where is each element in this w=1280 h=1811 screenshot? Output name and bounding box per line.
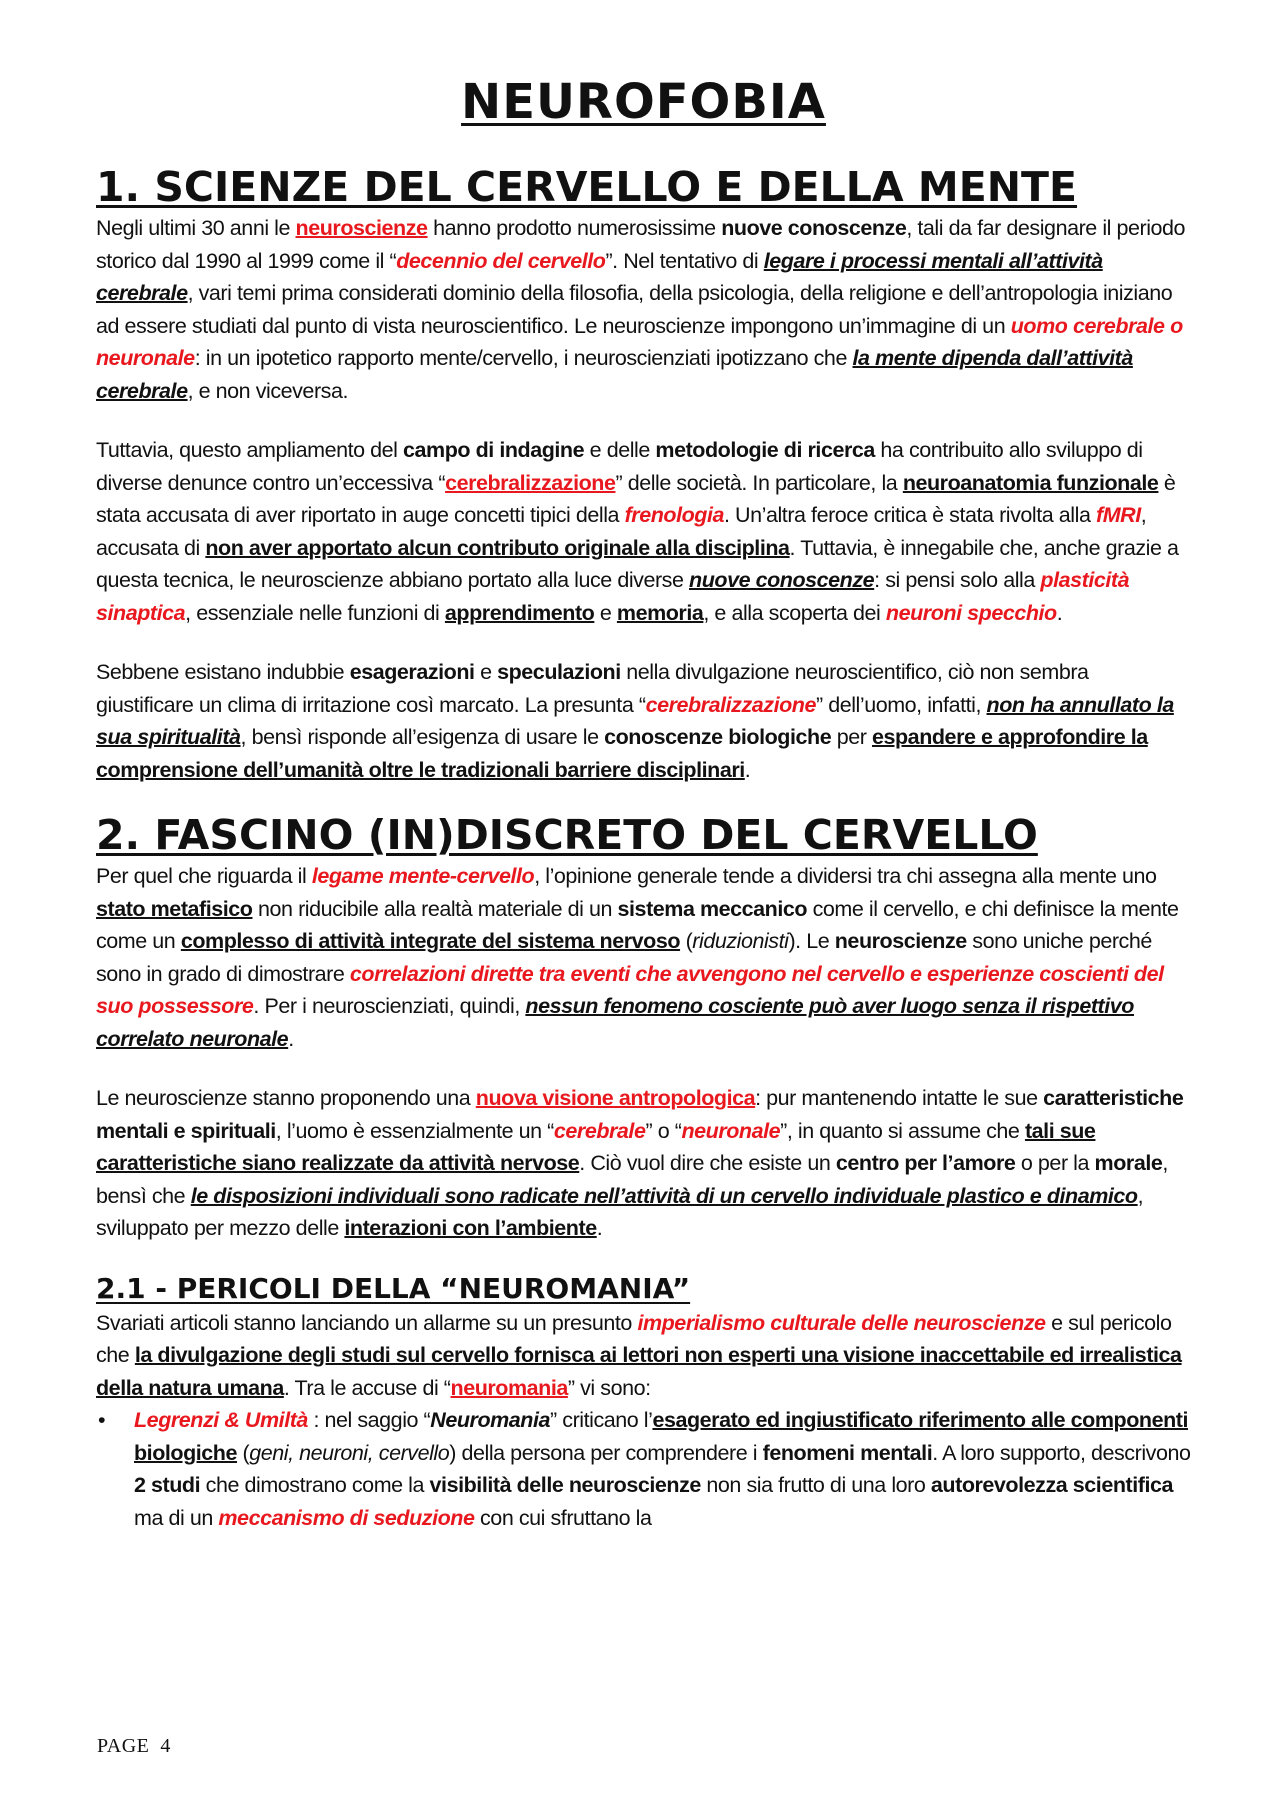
emphasis-text: neuromania (450, 1375, 568, 1400)
emphasis-text: 2 studi (134, 1473, 201, 1497)
body-text: Svariati articoli stanno lanciando un allarme su un presunto (96, 1310, 638, 1335)
body-text: con cui sfruttano la (474, 1505, 652, 1530)
body-text: . Un’altra feroce critica è stata rivolta alla (724, 503, 1096, 527)
body-text: Negli ultimi 30 anni le (96, 216, 296, 240)
body-text: , accusata di (96, 503, 1147, 560)
page-footer (97, 1735, 171, 1758)
section-1-paragraph-2 (96, 434, 1191, 629)
body-text: nella divulgazione neuroscientifico, ciò non sembra giustificare un clima di irritazione così marcato. La presunta “ (96, 660, 1089, 717)
body-text: : pur mantenendo intatte le sue (755, 1086, 1044, 1110)
body-text: Per quel che riguarda il (96, 864, 312, 888)
body-text: . Tuttavia, è innegabile che, anche grazie a questa tecnica, le neuroscienze abbiano portato alla luce diverse (96, 535, 1179, 592)
body-text: : nel saggio “ (307, 1408, 431, 1432)
body-text: non riducibile alla realtà materiale di un (252, 896, 618, 921)
body-text: . Ciò vuol dire che esiste un (579, 1151, 836, 1175)
emphasis-text: imperialismo culturale delle neuroscienze (637, 1310, 1046, 1335)
emphasis-text: nuove conoscenze (721, 216, 907, 240)
emphasis-text: neuronale (681, 1118, 781, 1143)
body-text: . Tra le accuse di “ (283, 1375, 451, 1400)
body-text: ” delle società. In particolare, la (615, 470, 903, 495)
emphasis-text: Neuromania (430, 1408, 551, 1432)
emphasis-text: nuova visione antropologica (475, 1086, 756, 1110)
body-text: hanno prodotto numerosissime (427, 216, 722, 240)
emphasis-text: speculazioni (497, 660, 621, 684)
body-text: o per la (1015, 1151, 1095, 1175)
page-label: PAGE (97, 1735, 150, 1757)
emphasis-text: centro per l’amore (835, 1151, 1016, 1175)
body-text: non sia frutto di una loro (700, 1473, 931, 1497)
emphasis-text: visibilità delle neuroscienze (429, 1473, 701, 1497)
emphasis-text: la divulgazione degli studi sul cervello fornisca ai lettori non esperti una visione inaccettabile ed irrealistica della natura umana (96, 1343, 1182, 1400)
emphasis-text: plasticità sinaptica (96, 568, 1130, 625)
body-text: è stata accusata di aver riportato in auge concetti tipici della (96, 470, 1176, 527)
emphasis-text: le disposizioni individuali sono radicate nell’attività di un cervello individuale plastico e dinamico (190, 1183, 1138, 1208)
body-text: e sul pericolo che (96, 1310, 1172, 1367)
emphasis-text: sistema meccanico (617, 896, 808, 921)
body-text: sono uniche perché sono in grado di dimostrare (96, 929, 1152, 986)
body-text: . (744, 757, 751, 782)
emphasis-text: legare i processi mentali all’attività cerebrale (96, 248, 1103, 305)
body-text: ( (680, 929, 693, 953)
emphasis-text: decennio del cervello (396, 248, 606, 273)
body-text: che dimostrano come la (200, 1473, 430, 1497)
list-item (96, 1404, 1191, 1534)
emphasis-text: cerebrale (553, 1118, 646, 1143)
emphasis-text: fenomeni mentali (762, 1440, 933, 1465)
emphasis-text: campo di indagine (403, 438, 585, 462)
body-text: Le neuroscienze stanno proponendo una (96, 1086, 476, 1110)
body-text: Sebbene esistano indubbie (96, 660, 350, 684)
emphasis-text: nessun fenomeno cosciente può aver luogo senza il rispettivo correlato neuronale (96, 994, 1134, 1051)
emphasis-text: interazioni con l’ambiente (344, 1216, 597, 1240)
body-text: ”, in quanto si assume che (780, 1118, 1025, 1143)
section-1-paragraph-3 (96, 656, 1191, 786)
emphasis-text: riduzionisti (692, 929, 789, 953)
body-text: ” criticano l’ (550, 1408, 653, 1432)
body-text: ( (237, 1440, 250, 1465)
body-text: . (1056, 600, 1063, 625)
body-text: , l’uomo è essenzialmente un “ (275, 1118, 554, 1143)
body-text: , tali da far designare il periodo storico dal 1990 al 1999 come il “ (96, 216, 1186, 273)
body-text: per (831, 725, 872, 749)
body-text: , bensì risponde all’esigenza di usare le (240, 725, 605, 749)
body-text: , e non viceversa. (187, 378, 348, 403)
emphasis-text: meccanismo di seduzione (218, 1505, 475, 1530)
emphasis-text: frenologia (624, 503, 724, 527)
body-text: e (594, 600, 617, 625)
emphasis-text: stato metafisico (96, 896, 253, 921)
emphasis-text: memoria (616, 600, 704, 625)
body-text: e delle (584, 438, 656, 462)
emphasis-text: neuroni specchio (885, 600, 1057, 625)
body-text: Tuttavia, questo ampliamento del (96, 438, 404, 462)
document-page (96, 72, 1191, 1534)
body-text: ) della persona per comprendere i (449, 1440, 763, 1465)
body-text: , e alla scoperta dei (703, 600, 886, 625)
body-text: ” o “ (645, 1118, 682, 1143)
emphasis-text: legame mente-cervello (311, 864, 535, 888)
body-text: . A loro supporto, descrivono (932, 1440, 1191, 1465)
document-title: NEUROFOBIA (461, 74, 826, 130)
emphasis-text: morale (1094, 1151, 1163, 1175)
emphasis-text: non aver apportato alcun contributo originale alla disciplina (205, 535, 790, 560)
body-text: e (474, 660, 498, 684)
emphasis-text: apprendimento (444, 600, 595, 625)
emphasis-text: cerebralizzazione (445, 470, 616, 495)
section-2-1-paragraph-1 (96, 1307, 1191, 1405)
emphasis-text: tali sue caratteristiche siano realizzate da attività nervose (96, 1118, 1096, 1175)
bullet-icon: • (98, 1408, 106, 1432)
body-text: , vari temi prima considerati dominio della filosofia, della psicologia, della religione e dell’antropologia iniziano ad essere studiati dal punto di vista neuroscientifico. Le neuroscienze impongono un’immagine di un (96, 281, 1173, 338)
body-text: ). Le (788, 929, 835, 953)
emphasis-text: complesso di attività integrate del sistema nervoso (180, 929, 681, 953)
body-text: , bensì che (96, 1151, 1168, 1208)
body-text: : in un ipotetico rapporto mente/cervello, i neuroscienziati ipotizzano che (194, 346, 853, 370)
section-1-paragraph-1 (96, 212, 1191, 407)
body-text: ha contribuito allo sviluppo di diverse denunce contro un’eccessiva “ (96, 438, 1143, 495)
emphasis-text: esagerato ed ingiustificato riferimento alle componenti biologiche (134, 1408, 1189, 1465)
section-2-paragraph-1 (96, 860, 1191, 1055)
emphasis-text: neuroanatomia funzionale (902, 470, 1159, 495)
emphasis-text: non ha annullato la sua spiritualità (96, 692, 1174, 749)
emphasis-text: autorevolezza scientifica (930, 1473, 1173, 1497)
emphasis-text: fMRI (1095, 503, 1141, 527)
body-text: : si pensi solo alla (874, 568, 1041, 592)
emphasis-text: esagerazioni (349, 660, 475, 684)
emphasis-text: caratteristiche mentali e spirituali (96, 1086, 1184, 1143)
emphasis-text: neuroscienze (295, 216, 428, 240)
emphasis-text: nuove conoscenze (689, 568, 875, 592)
page-number: 4 (160, 1735, 171, 1757)
body-text: . (596, 1216, 603, 1240)
list-item-text (134, 1408, 1190, 1530)
emphasis-text: uomo cerebrale o neuronale (96, 313, 1183, 370)
emphasis-text: conoscenze biologiche (604, 725, 832, 749)
emphasis-text: la mente dipenda dall’attività cerebrale (96, 346, 1133, 403)
body-text: , essenziale nelle funzioni di (185, 600, 445, 625)
body-text: come il cervello, e chi definisce la mente come un (96, 896, 1179, 953)
body-text: , l’opinione generale tende a dividersi tra chi assegna alla mente uno (534, 864, 1157, 888)
emphasis-text: cerebralizzazione (645, 692, 816, 717)
section-2-paragraph-2 (96, 1082, 1191, 1245)
body-text: ” dell’uomo, infatti, (815, 692, 987, 717)
section-1-heading: 1. SCIENZE DEL CERVELLO E DELLA MENTE (96, 163, 1078, 211)
emphasis-text: neuroscienze (834, 929, 967, 953)
emphasis-text: geni, neuroni, cervello (249, 1440, 450, 1465)
body-text: . (288, 1026, 294, 1051)
accusations-list (96, 1404, 1191, 1534)
body-text: ”. Nel tentativo di (605, 248, 764, 273)
section-2-1-heading: 2.1 - PERICOLI DELLA “NEUROMANIA” (96, 1271, 691, 1305)
emphasis-text: correlazioni dirette tra eventi che avvengono nel cervello e esperienze coscienti del suo possessore (96, 961, 1164, 1018)
body-text: . Per i neuroscienziati, quindi, (253, 994, 526, 1018)
body-text: ma di un (134, 1505, 219, 1530)
emphasis-text: espandere e approfondire la comprensione dell’umanità oltre le tradizionali barriere disciplinari (96, 725, 1148, 782)
body-text: ” vi sono: (567, 1375, 651, 1400)
emphasis-text: Legrenzi & Umiltà (134, 1408, 308, 1432)
emphasis-text: metodologie di ricerca (655, 438, 875, 462)
body-text: , sviluppato per mezzo delle (96, 1183, 1144, 1240)
section-2-heading: 2. FASCINO (IN)DISCRETO DEL CERVELLO (96, 811, 1038, 859)
